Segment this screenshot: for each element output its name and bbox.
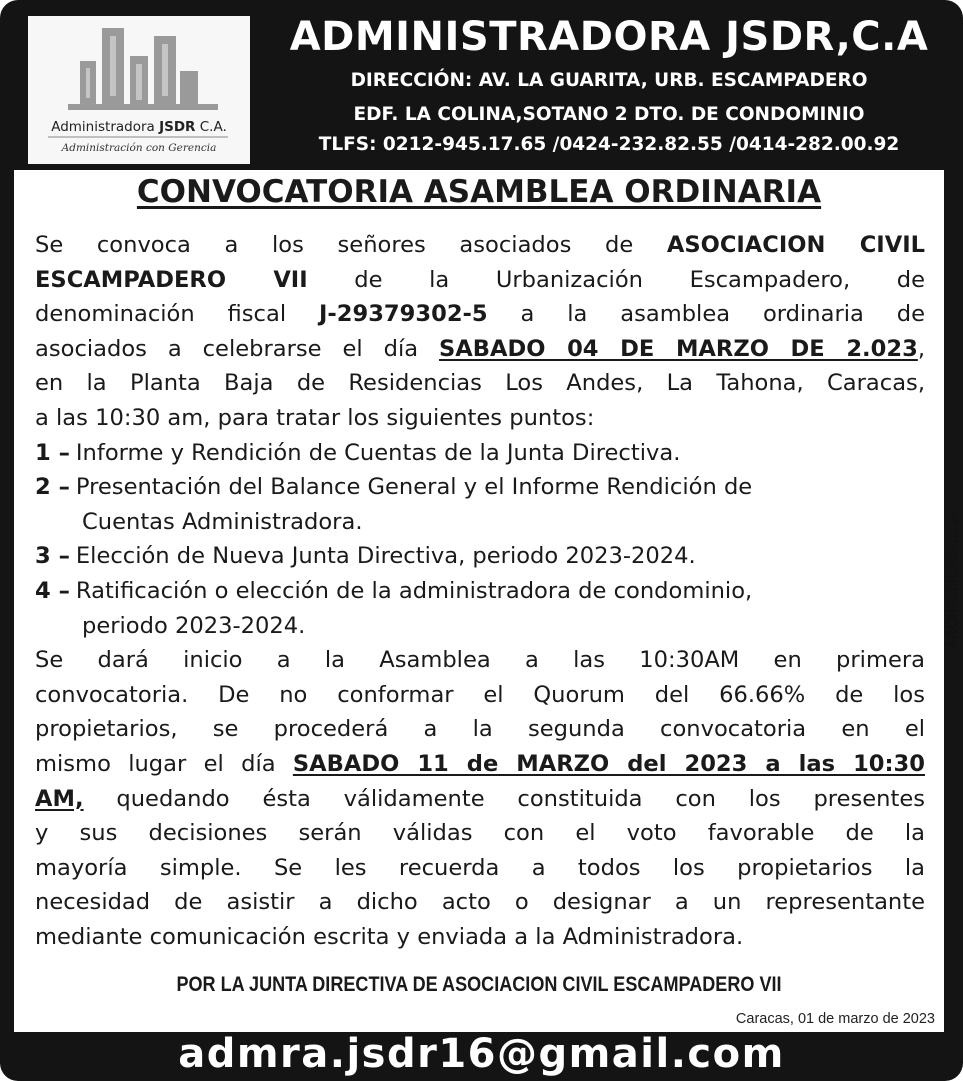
address-line-2: EDF. LA COLINA,SOTANO 2 DTO. DE CONDOMINIO <box>353 104 865 125</box>
agenda-item-2: 2 – Presentación del Balance General y el Informe Rendición de <box>35 474 753 501</box>
closing-line: Se dará inicio a la Asamblea a las 10:30AM en primera <box>35 647 925 674</box>
closing-line: AM, quedando ésta válidamente constituida con los presentes <box>35 785 925 812</box>
phone-numbers: TLFS: 0212-945.17.65 /0424-232.82.55 /0414-282.00.92 <box>318 134 900 155</box>
first-meeting-date: SABADO 04 DE MARZO DE 2.023 <box>439 335 918 362</box>
contact-email: admra.jsdr16@gmail.com <box>178 1031 785 1077</box>
intro-line: en la Planta Baja de Residencias Los Andes, La Tahona, Caracas, <box>35 370 925 397</box>
intro-line: ESCAMPADERO VII de la Urbanización Escampadero, de <box>35 266 925 293</box>
company-title: ADMINISTRADORA JSDR,C.A <box>289 14 929 60</box>
intro-line: a las 10:30 am, para tratar los siguientes puntos: <box>35 404 595 431</box>
second-meeting-date: SABADO 11 de MARZO del 2023 a las 10:30 <box>292 750 925 777</box>
agenda-item-3: 3 – Elección de Nueva Junta Directiva, periodo 2023-2024. <box>35 543 696 570</box>
agenda-item-4: 4 – Ratificación o elección de la administradora de condominio, <box>35 577 753 604</box>
document-body <box>35 228 925 954</box>
closing-line: mismo lugar el día SABADO 11 de MARZO del 2023 a las 10:30 <box>35 750 925 777</box>
address-line-1: DIRECCIÓN: AV. LA GUARITA, URB. ESCAMPADERO <box>350 70 868 91</box>
publisher-credit: ARCHPublicidad,c.a. <box>945 510 961 650</box>
document-title: CONVOCATORIA ASAMBLEA ORDINARIA <box>136 174 822 210</box>
agenda-item-2-cont: Cuentas Administradora. <box>82 508 363 535</box>
intro-line: asociados a celebrarse el día SABADO 04 DE MARZO DE 2.023, <box>35 335 925 362</box>
agenda-item-1: 1 – Informe y Rendición de Cuentas de la Junta Directiva. <box>35 439 681 466</box>
intro-line: Se convoca a los señores asociados de ASOCIACION CIVIL <box>35 232 925 258</box>
closing-line: y sus decisiones serán válidas con el voto favorable de la <box>35 820 925 847</box>
closing-line: convocatoria. De no conformar el Quorum del 66.66% de los <box>35 681 925 708</box>
closing-line: propietarios, se procederá a la segunda convocatoria en el <box>35 716 925 743</box>
closing-line: mayoría simple. Se les recuerda a todos los propietarios la <box>35 854 925 881</box>
logo-name: Administradora JSDR C.A. <box>51 119 227 135</box>
agenda-item-4-cont: periodo 2023-2024. <box>82 612 306 639</box>
signature-line: POR LA JUNTA DIRECTIVA DE ASOCIACION CIVIL ESCAMPADERO VII <box>176 973 782 996</box>
closing-line: mediante comunicación escrita y enviada a la Administradora. <box>35 923 744 950</box>
intro-line: denominación fiscal J-29379302-5 a la asamblea ordinaria de <box>35 301 925 328</box>
company-logo <box>28 16 250 164</box>
closing-line: necesidad de asistir a dicho acto o designar a un representante <box>35 889 925 916</box>
document-date: Caracas, 01 de marzo de 2023 <box>735 1011 935 1027</box>
logo-tagline: Administración con Gerencia <box>61 142 217 154</box>
